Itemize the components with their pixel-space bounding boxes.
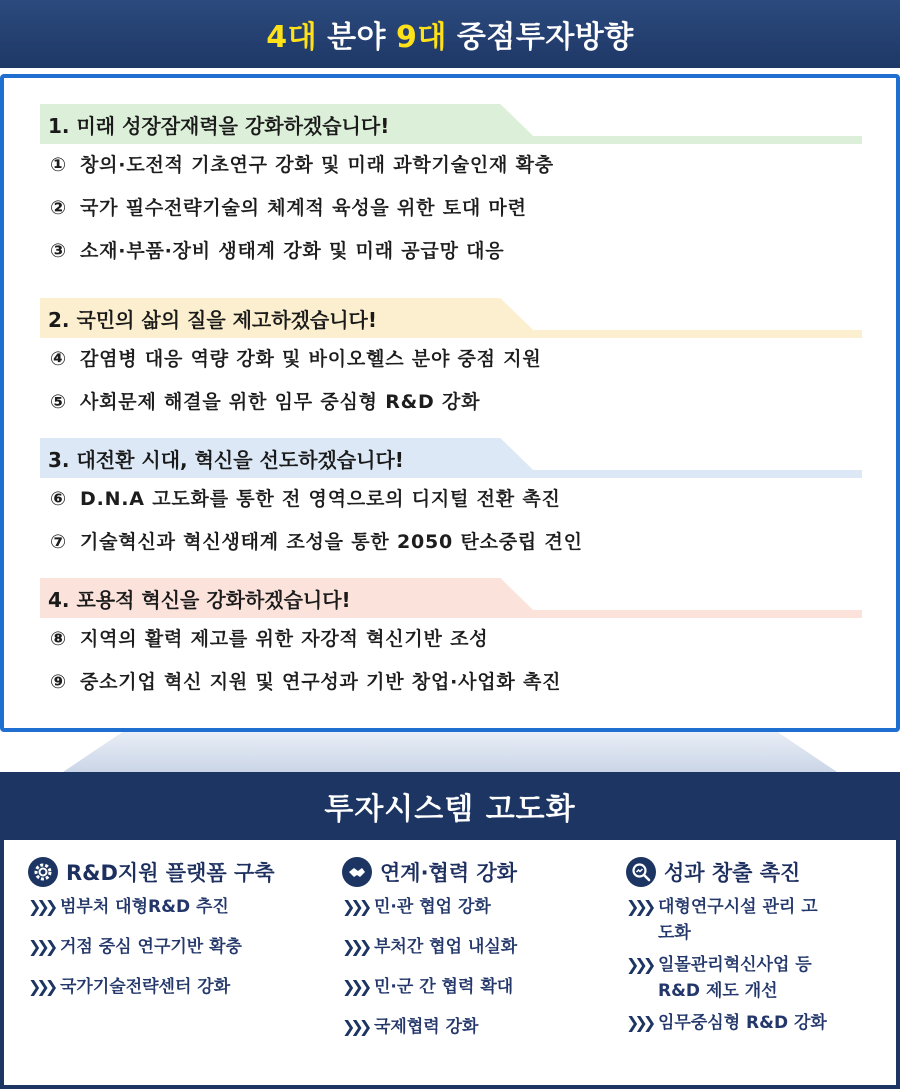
connector-shape <box>60 732 840 774</box>
handshake-icon <box>342 857 372 887</box>
column-performance <box>626 850 892 1050</box>
title-part-4: 4대 <box>266 20 318 55</box>
section-header <box>40 578 862 618</box>
title-part-9: 9대 <box>396 20 447 55</box>
list-item <box>28 934 318 960</box>
list-item <box>50 618 862 661</box>
section-title: 1. 미래 성장잠재력을 강화하겠습니다! <box>48 113 390 138</box>
item-text: D.N.A 고도화를 통한 전 영역으로의 디지털 전환 촉진 <box>80 488 561 510</box>
list-item <box>28 894 318 920</box>
item-number: ② <box>50 197 67 219</box>
item-number: ④ <box>50 348 67 370</box>
section-title: 2. 국민의 삶의 질을 제고하겠습니다! <box>48 307 377 332</box>
system-title: 투자시스템 고도화 <box>324 792 576 827</box>
item-text: 기술혁신과 혁신생태계 조성을 통한 2050 탄소중립 견인 <box>80 531 583 553</box>
chevron-right-icon: ❯❯❯ <box>28 977 54 996</box>
chevron-right-icon: ❯❯❯ <box>626 955 652 974</box>
column-platform <box>28 850 318 1014</box>
column-header <box>342 850 607 894</box>
item-number: ⑨ <box>50 671 67 693</box>
item-text: 부처간 협업 내실화 <box>374 937 518 957</box>
item-number: ⑤ <box>50 391 67 413</box>
item-number: ③ <box>50 240 67 262</box>
item-text: 사회문제 해결을 위한 임무 중심형 R&D 강화 <box>80 391 481 413</box>
list-item <box>50 381 862 424</box>
chevron-right-icon: ❯❯❯ <box>28 937 54 956</box>
chevron-right-icon: ❯❯❯ <box>626 1013 652 1032</box>
item-text: 지역의 활력 제고를 위한 자강적 혁신기반 조성 <box>80 628 489 650</box>
section-header <box>40 104 862 144</box>
list-item <box>50 144 862 187</box>
item-text: 대형연구시설 관리 고도화 <box>658 897 818 943</box>
chevron-right-icon: ❯❯❯ <box>342 977 368 996</box>
item-text: 국제협력 강화 <box>374 1017 479 1037</box>
list-item <box>342 1014 607 1040</box>
section-quality-of-life <box>40 298 862 424</box>
list-item <box>50 338 862 381</box>
list-item <box>342 894 607 920</box>
list-item <box>50 230 862 273</box>
list-item <box>28 974 318 1000</box>
item-text: 국가기술전략센터 강화 <box>60 977 231 997</box>
item-text: 국가 필수전략기술의 체계적 육성을 위한 토대 마련 <box>80 197 527 219</box>
list-item <box>50 521 862 564</box>
list-item <box>342 974 607 1000</box>
item-text: 거점 중심 연구기반 확충 <box>60 937 242 957</box>
list-item <box>50 187 862 230</box>
item-number: ⑦ <box>50 531 67 553</box>
item-text: 감염병 대응 역량 강화 및 바이오헬스 분야 중점 지원 <box>80 348 542 370</box>
column-title: R&D지원 플랫폼 구축 <box>66 861 275 885</box>
system-body <box>0 840 900 1089</box>
column-header <box>626 850 892 894</box>
chevron-right-icon: ❯❯❯ <box>342 1017 368 1036</box>
list-item <box>626 894 892 946</box>
item-number: ⑥ <box>50 488 67 510</box>
chevron-right-icon: ❯❯❯ <box>342 937 368 956</box>
list-item <box>626 952 892 1004</box>
section-inclusive-innovation <box>40 578 862 704</box>
list-item <box>626 1010 892 1036</box>
item-number: ⑧ <box>50 628 67 650</box>
section-header <box>40 438 862 478</box>
list-item <box>342 934 607 960</box>
item-text: 일몰관리혁신사업 등 R&D 제도 개선 <box>658 955 812 1001</box>
item-text: 민·관 협업 강화 <box>374 897 491 917</box>
column-title: 성과 창출 촉진 <box>664 861 801 885</box>
section-header <box>40 298 862 338</box>
system-banner <box>0 772 900 840</box>
section-future-growth <box>40 104 862 273</box>
item-text: 민·군 간 협력 확대 <box>374 977 514 997</box>
item-text: 창의·도전적 기초연구 강화 및 미래 과학기술인재 확충 <box>80 154 554 176</box>
list-item <box>50 661 862 704</box>
item-number: ① <box>50 154 67 176</box>
item-text: 범부처 대형R&D 추진 <box>60 897 229 917</box>
list-item <box>50 478 862 521</box>
chevron-right-icon: ❯❯❯ <box>626 897 652 916</box>
magnifier-chart-icon <box>626 857 656 887</box>
column-header <box>28 850 318 894</box>
section-innovation-lead <box>40 438 862 564</box>
title-part-direction: 중점투자방향 <box>456 20 634 55</box>
item-text: 소재·부품·장비 생태계 강화 및 미래 공급망 대응 <box>80 240 505 262</box>
chevron-right-icon: ❯❯❯ <box>28 897 54 916</box>
section-title: 4. 포용적 혁신을 강화하겠습니다! <box>48 587 351 612</box>
column-cooperation <box>342 850 607 1054</box>
section-title: 3. 대전환 시대, 혁신을 선도하겠습니다! <box>48 447 404 472</box>
item-text: 중소기업 혁신 지원 및 연구성과 기반 창업·사업화 촉진 <box>80 671 562 693</box>
column-title: 연계·협력 강화 <box>380 861 518 885</box>
title-part-area: 분야 <box>327 20 387 55</box>
chevron-right-icon: ❯❯❯ <box>342 897 368 916</box>
gear-icon <box>28 857 58 887</box>
item-text: 임무중심형 R&D 강화 <box>658 1013 827 1033</box>
title-banner <box>0 0 900 68</box>
